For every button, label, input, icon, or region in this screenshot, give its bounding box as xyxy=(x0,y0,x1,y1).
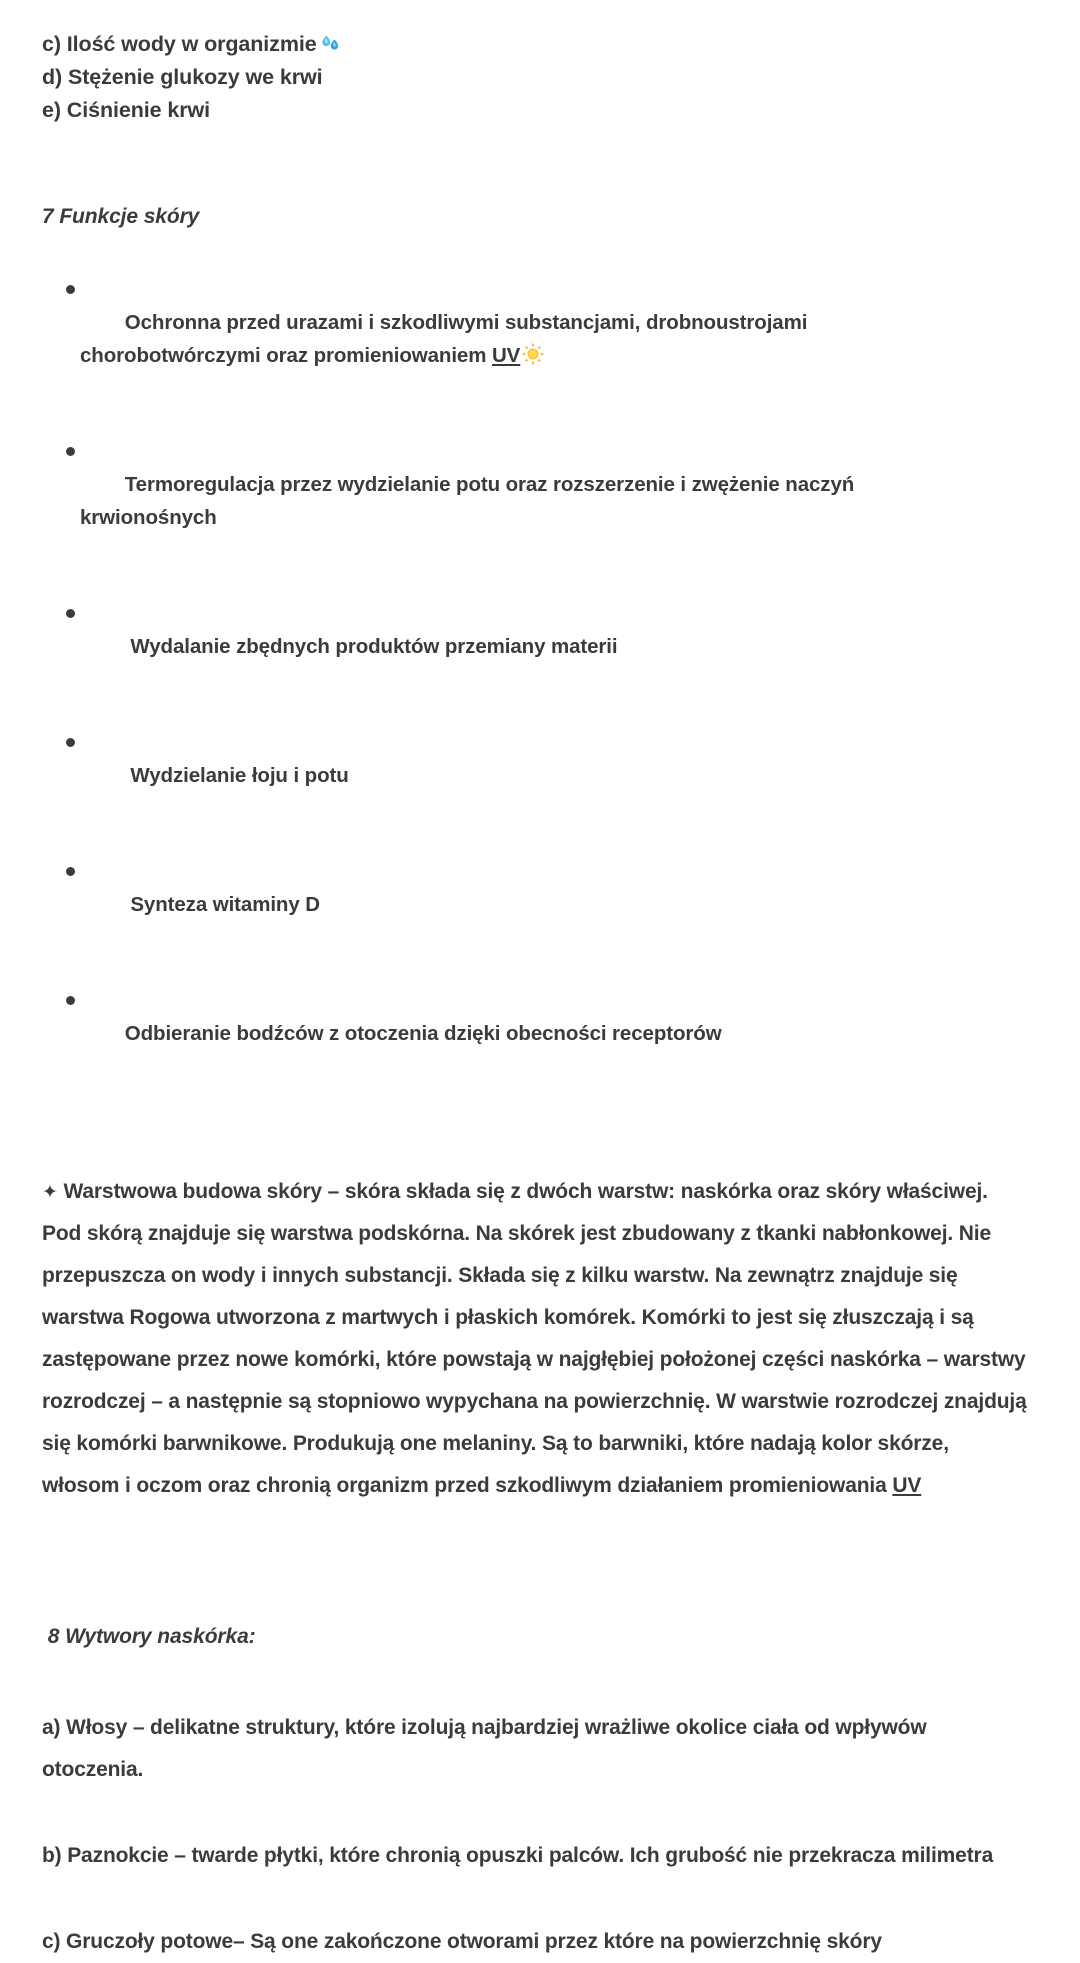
list-item-label: d) Stężenie glukozy we krwi xyxy=(42,65,323,89)
spacer xyxy=(42,1507,1028,1625)
bullet-icon xyxy=(66,996,75,1005)
section-heading-wytwory-naskorka: 8 Wytwory naskórka: xyxy=(42,1625,256,1648)
list-item xyxy=(42,726,980,825)
paragraph-gruczoly-potowe: c) Gruczoły potowe– Są one zakończone otworami przez które na powierzchnię skóry xyxy=(42,1930,882,1953)
bullet-icon xyxy=(66,609,75,618)
bullet-text: Synteza witaminy D xyxy=(124,893,320,916)
spacer xyxy=(42,1791,1028,1835)
spacer xyxy=(42,1649,1028,1707)
list-item xyxy=(42,435,980,567)
bullet-text: Ochronna przed urazami i szkodliwymi substancjami, drobnoustrojami chorobotwórczymi oraz promieniowaniem xyxy=(80,311,813,367)
paragraph-warstwowa-budowa-skory xyxy=(42,1171,1033,1507)
lettered-list xyxy=(42,28,1028,127)
sun-icon xyxy=(520,341,546,367)
underlined-uv: UV xyxy=(892,1474,922,1497)
list-item xyxy=(42,94,1028,127)
sun-icon-underline-wrap xyxy=(520,344,546,367)
bullet-text: Termoregulacja przez wydzielanie potu oraz rozszerzenie i zwężenie naczyń krwionośnych xyxy=(80,473,860,529)
bullet-icon xyxy=(66,447,75,456)
paragraph-wlosy: a) Włosy – delikatne struktury, które izolują najbardziej wrażliwe okolice ciała od wpływów otoczenia. xyxy=(42,1716,933,1781)
sweat-droplets-icon xyxy=(317,31,341,55)
spacer xyxy=(42,1877,1028,1921)
paragraph-paznokcie: b) Paznokcie – twarde płytki, które chronią opuszki palców. Ich grubość nie przekracza milimetra xyxy=(42,1844,994,1867)
list-item xyxy=(42,597,980,696)
list-item-label: c) Ilość wody w organizmie xyxy=(42,32,317,56)
list-item-label: e) Ciśnienie krwi xyxy=(42,98,210,122)
bullet-icon xyxy=(66,738,75,747)
list-item xyxy=(42,855,980,954)
list-item xyxy=(42,28,1028,61)
section-heading-funkcje-skory: 7 Funkcje skóry xyxy=(42,205,200,228)
bullet-text: Wydzielanie łoju i potu xyxy=(124,764,349,787)
underlined-uv: UV xyxy=(491,344,521,367)
funkcje-skory-bullet-list xyxy=(42,273,1028,1083)
list-item xyxy=(42,61,1028,94)
bullet-text: Wydalanie zbędnych produktów przemiany materii xyxy=(124,635,618,658)
bullet-text: Odbieranie bodźców z otoczenia dzięki obecności receptorów xyxy=(124,1022,722,1045)
bullet-icon xyxy=(66,867,75,876)
list-item xyxy=(42,273,980,405)
list-item xyxy=(42,984,980,1083)
star-icon: ✦ xyxy=(42,1181,58,1203)
bullet-icon xyxy=(66,285,75,294)
paragraph-text: Warstwowa budowa skóry – skóra składa się z dwóch warstw: naskórka oraz skóry właściwej. Pod skórą znajduje się warstwa podskórna. Na skórek jest zbudowany z tkanki nabłonkowej. Nie przepuszcza on wody i innych substancji. Składa się z kilku warstw. Na zewnątrz znajduje się warstwa Rogowa utworzona z martwych i płaskich komórek. Komórki to jest się złuszczają i są zastępowane przez nowe komórki, które powstają w najgłębiej położonej części naskórka – warstwy rozrodczej – a następnie są stopniowo wypychana na powierzchnię. W warstwie rozrodczej znajdują się komórki barwnikowe. Produkują one melaniny. Są to barwniki, które nadają kolor skórze, włosom i oczom oraz chronią organizm przed szkodliwym działaniem promieniowania xyxy=(42,1180,1033,1497)
